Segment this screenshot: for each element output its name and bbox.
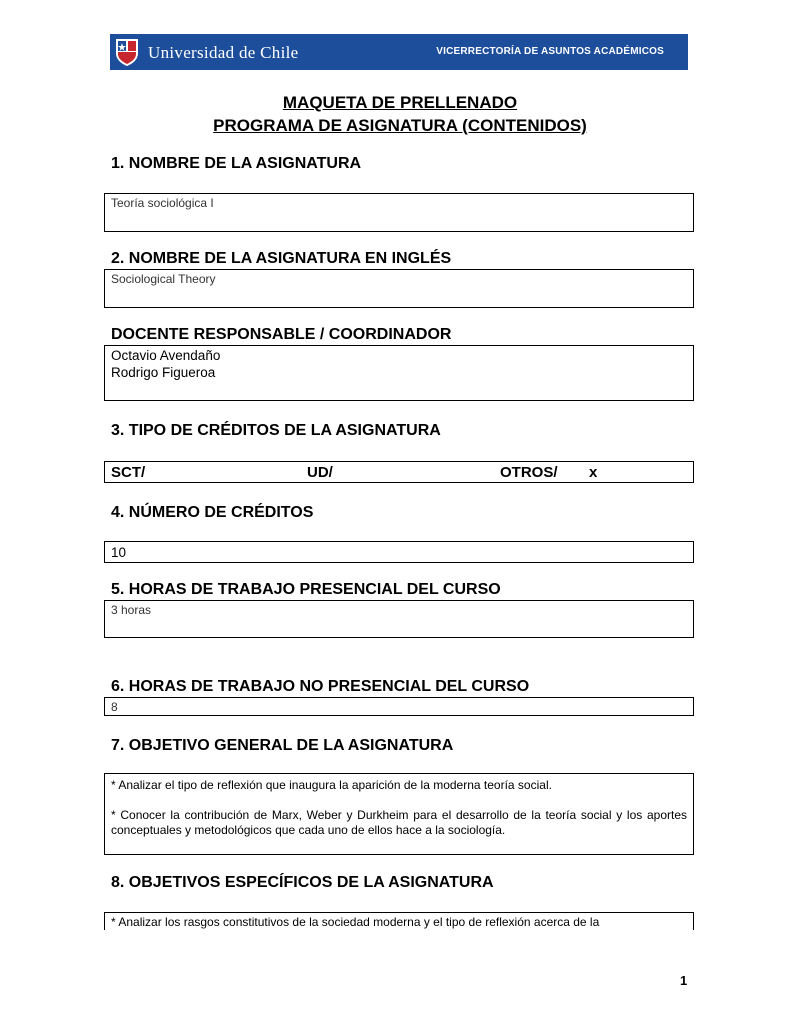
section-5-value: 3 horas bbox=[111, 603, 152, 617]
docente-name-1: Octavio Avendaño bbox=[111, 348, 221, 363]
credit-otros-mark: x bbox=[589, 464, 598, 481]
university-name: Universidad de Chile bbox=[148, 43, 299, 62]
vicerrectoria-label: VICERRECTORÍA DE ASUNTOS ACADÉMICOS bbox=[436, 46, 664, 57]
university-crest-icon bbox=[114, 37, 140, 67]
section-2-box bbox=[104, 269, 694, 308]
header-banner bbox=[110, 34, 688, 70]
section-6-heading: 6. HORAS DE TRABAJO NO PRESENCIAL DEL CURSO bbox=[111, 678, 530, 695]
section-4-box bbox=[104, 541, 694, 563]
section-2-heading: 2. NOMBRE DE LA ASIGNATURA EN INGLÉS bbox=[111, 250, 452, 267]
section-4-value: 10 bbox=[111, 545, 127, 560]
docente-name-2: Rodrigo Figueroa bbox=[111, 365, 216, 380]
section-7-paragraph-1: * Analizar el tipo de reflexión que inaugura la aparición de la moderna teoría social. bbox=[111, 778, 552, 792]
section-7-paragraph-2: * Conocer la contribución de Marx, Weber y Durkheim para el desarrollo de la teoría social y los aportes conceptuales y metodológicos que cada uno de ellos hace a la sociología. bbox=[111, 808, 687, 837]
credit-otros-label: OTROS/ bbox=[500, 464, 558, 481]
section-1-value: Teoría sociológica I bbox=[111, 196, 214, 210]
docente-box bbox=[104, 345, 694, 401]
docente-heading: DOCENTE RESPONSABLE / COORDINADOR bbox=[111, 326, 452, 343]
section-3-heading: 3. TIPO DE CRÉDITOS DE LA ASIGNATURA bbox=[111, 422, 441, 439]
section-2-value: Sociological Theory bbox=[111, 272, 216, 286]
section-5-box bbox=[104, 600, 694, 638]
section-8-paragraph-1: * Analizar los rasgos constitutivos de la sociedad moderna y el tipo de reflexión acerca de la bbox=[111, 915, 600, 929]
section-1-heading: 1. NOMBRE DE LA ASIGNATURA bbox=[111, 155, 362, 172]
section-8-box bbox=[104, 912, 694, 930]
section-1-box bbox=[104, 193, 694, 232]
section-7-box bbox=[104, 773, 694, 855]
doc-title-2: PROGRAMA DE ASIGNATURA (CONTENIDOS) bbox=[213, 116, 587, 135]
section-7-heading: 7. OBJETIVO GENERAL DE LA ASIGNATURA bbox=[111, 737, 454, 754]
credit-sct-label: SCT/ bbox=[111, 464, 146, 481]
section-4-heading: 4. NÚMERO DE CRÉDITOS bbox=[111, 504, 314, 521]
page-number: 1 bbox=[680, 973, 688, 988]
doc-title-1: MAQUETA DE PRELLENADO bbox=[282, 93, 518, 112]
section-5-heading: 5. HORAS DE TRABAJO PRESENCIAL DEL CURSO bbox=[111, 581, 501, 598]
section-6-value: 8 bbox=[111, 700, 118, 714]
section-6-box bbox=[104, 697, 694, 716]
credits-type-box bbox=[104, 461, 694, 483]
section-8-heading: 8. OBJETIVOS ESPECÍFICOS DE LA ASIGNATURA bbox=[111, 874, 494, 891]
credit-ud-label: UD/ bbox=[307, 464, 333, 481]
